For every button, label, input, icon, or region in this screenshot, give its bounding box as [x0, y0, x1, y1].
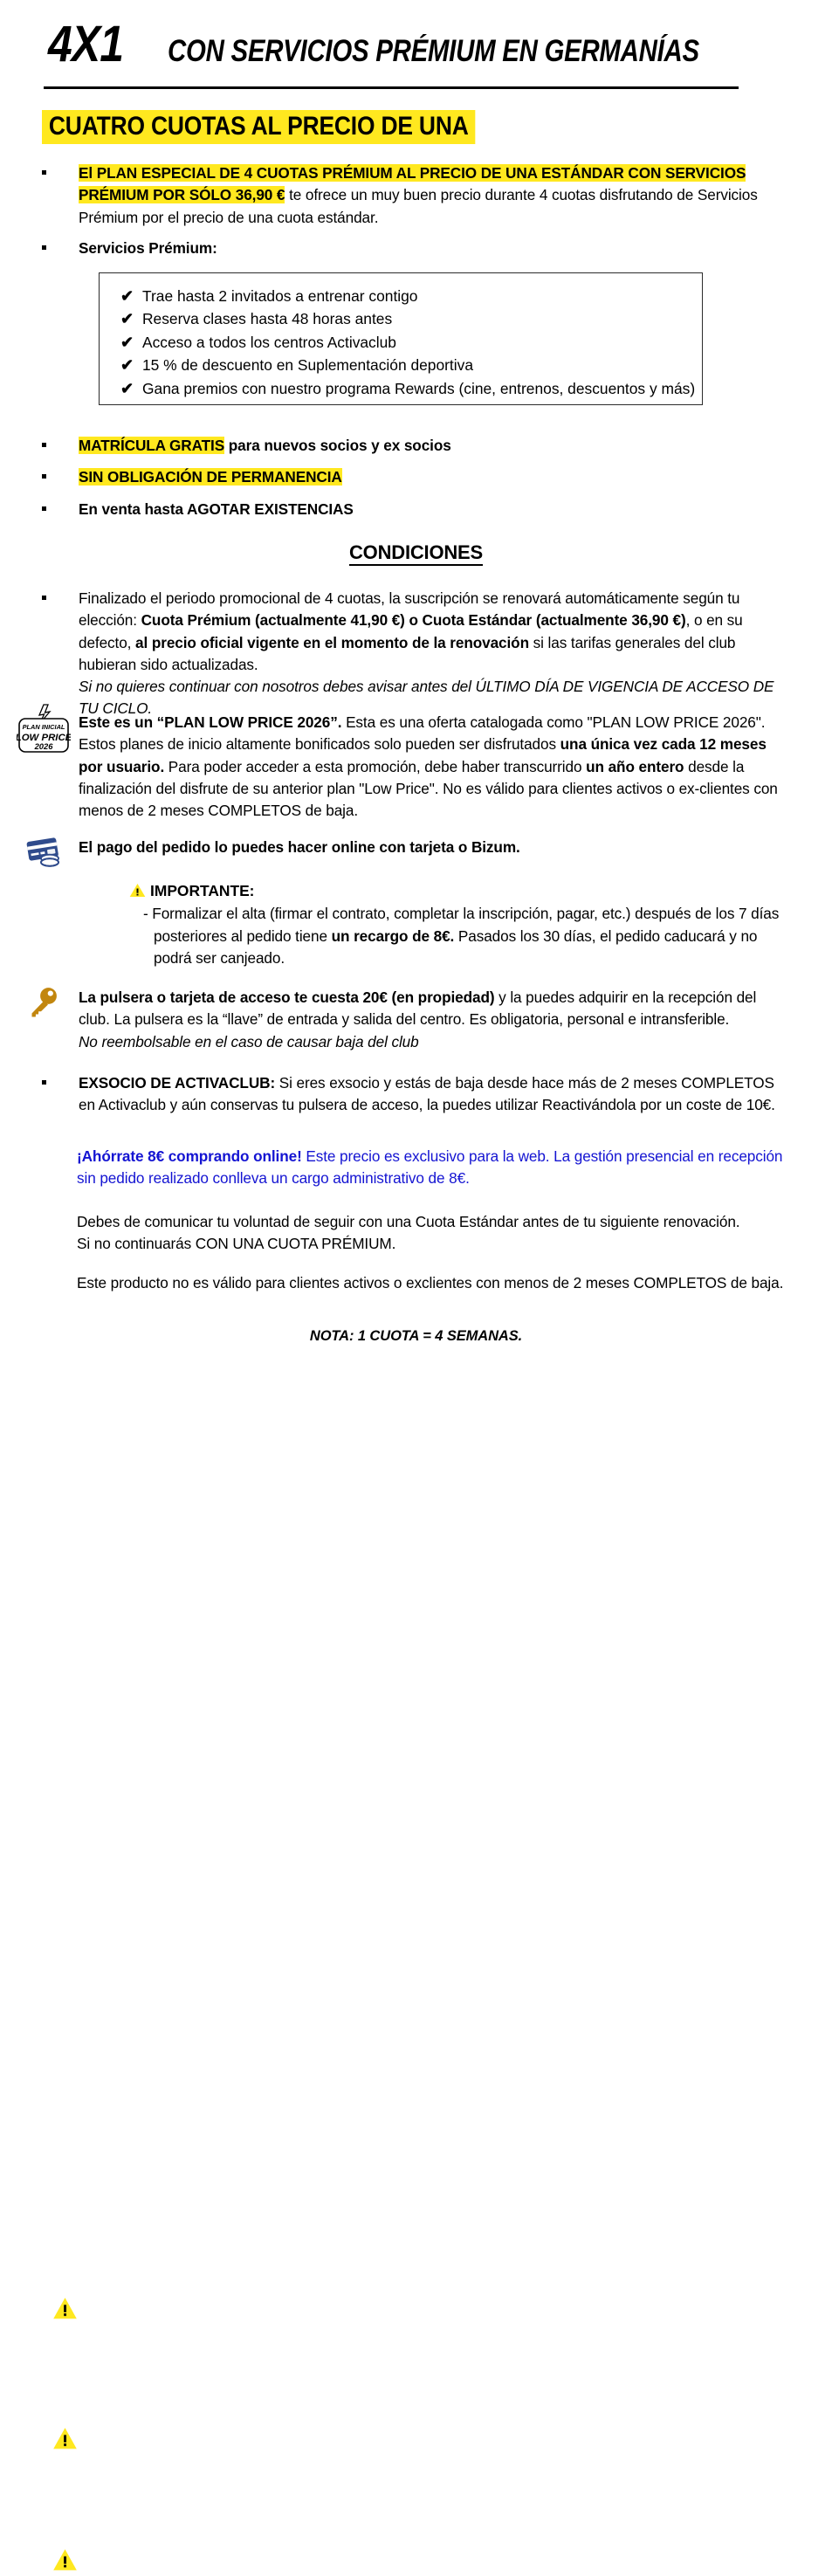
conditions-heading: [0, 541, 832, 564]
page-title-big: 4X1: [48, 16, 124, 72]
warning-block-online-discount: [26, 1146, 794, 1190]
subtitle-banner: CUATRO CUOTAS AL PRECIO DE UNA: [42, 110, 476, 144]
warning-triangle-icon: [52, 2548, 78, 2572]
lowprice-part1: Esta es una oferta catalogada como "PLAN LOW PRICE 2026". Estos planes de inicio altamente bonificados solo pueden ser disfrutados: [79, 713, 766, 754]
warning-online-rest: Este precio es exclusivo para la web. La gestión presencial en recepción sin pedido realizado conlleva un cargo administrativo de 8€.: [77, 1147, 783, 1188]
important-bold1: un recargo de 8€.: [331, 926, 455, 945]
svg-text:LOW PRICE: LOW PRICE: [17, 733, 71, 743]
condition-renewal-text: [42, 588, 793, 720]
offer-matricula-highlight: MATRÍCULA GRATIS: [79, 437, 225, 454]
premium-benefits-box: [99, 272, 703, 405]
bullet-marker: [42, 245, 46, 250]
exsocio-bold1: EXSOCIO DE ACTIVACLUB:: [79, 1074, 276, 1092]
important-part1: - Formalizar el alta (firmar el contrato, completar la inscripción, pagar, etc.) después de los 7 días posteriores al pedido tiene: [143, 905, 780, 945]
warning-block-eligibility: [26, 1272, 794, 1294]
benefit-item: [120, 308, 702, 331]
subtitle-wrapper: [42, 110, 534, 144]
benefit-item: [120, 378, 702, 401]
offer-matricula-rest: para nuevos socios y ex socios: [224, 437, 451, 454]
important-body: [129, 903, 793, 969]
bullet-marker: [42, 443, 46, 447]
header-title-line: [42, 16, 793, 72]
intro-bullet-1-highlight: El PLAN ESPECIAL DE 4 CUOTAS PRÉMIUM AL PRECIO DE UNA ESTÁNDAR CON SERVICIOS PRÉMIUM POR SÓLO 36,90 €: [79, 164, 746, 204]
offer-bullet-existencias: [42, 499, 775, 520]
bullet-marker: [42, 596, 46, 600]
offer-matricula-text: [42, 435, 775, 457]
check-icon: ✔: [120, 379, 134, 397]
warning-standard-text: [26, 1211, 794, 1256]
conditions-heading-label: CONDICIONES: [349, 541, 483, 566]
bullet-marker: [42, 170, 46, 175]
offer-bullet-permanencia: [42, 466, 775, 488]
warning-triangle-icon: [52, 2427, 78, 2450]
condition-bracelet: [79, 987, 787, 1053]
intro-bullet-2-text: Servicios Prémium:: [79, 239, 217, 257]
benefit-label: Reserva clases hasta 48 horas antes: [142, 310, 393, 328]
bracelet-italic-note: No reembolsable en el caso de causar baja del club: [79, 1032, 419, 1050]
condition-low-price: [79, 712, 786, 822]
warning-online-text: [26, 1146, 794, 1190]
bullet-marker: [42, 474, 46, 479]
offer-bullet-matricula: [42, 435, 775, 457]
svg-text:PLAN INICIAL: PLAN INICIAL: [22, 723, 65, 731]
offer-permanencia-text: [42, 466, 775, 488]
bracelet-bold1: La pulsera o tarjeta de acceso te cuesta 20€ (en propiedad): [79, 988, 495, 1006]
important-heading-label: IMPORTANTE:: [150, 882, 255, 899]
intro-bullet-1-rest: te ofrece un muy buen precio durante 4 cuotas disfrutando de Servicios Prémium por el precio de una cuota estándar.: [79, 186, 758, 226]
key-icon: [27, 985, 58, 1020]
lowprice-bold2: una única vez cada 12 meses por usuario.: [79, 735, 767, 775]
intro-bullet-1-text: [42, 162, 775, 229]
benefit-item: [120, 355, 702, 377]
intro-bullet-2: [42, 238, 775, 259]
condition-payment: [79, 837, 786, 858]
bullet-marker: [42, 1080, 46, 1085]
important-part2: Pasados los 30 días, el pedido caducará y no podrá ser canjeado.: [154, 926, 758, 967]
intro-bullet-1: [42, 162, 775, 229]
renewal-part2: , o en su defecto,: [79, 611, 743, 651]
important-body-text: [143, 903, 793, 969]
benefit-label: Trae hasta 2 invitados a entrenar contigo: [142, 287, 418, 305]
low-price-badge-icon: [17, 704, 71, 754]
warning-block-standard-notice: [26, 1211, 794, 1256]
renewal-part3: si las tarifas generales del club hubieran sido actualizadas.: [79, 633, 736, 673]
renewal-bold2: al precio oficial vigente en el momento de la renovación: [135, 633, 529, 651]
check-icon: ✔: [120, 310, 134, 328]
offer-permanencia-highlight: SIN OBLIGACIÓN DE PERMANENCIA: [79, 468, 342, 486]
lowprice-part2: Para poder acceder a esta promoción, debe haber transcurrido: [164, 757, 587, 775]
bracelet-part1: y la puedes adquirir en la recepción del club. La pulsera es la “llave” de entrada y salida del centro. Es obligatoria, personal e intransferible.: [79, 988, 757, 1029]
bullet-marker: [42, 506, 46, 511]
benefit-label: 15 % de descuento en Suplementación deportiva: [142, 356, 473, 375]
benefit-item: [120, 332, 702, 355]
condition-exsocio-text: [42, 1072, 793, 1117]
warning-triangle-icon: [52, 2297, 78, 2320]
warning-standard-line1: Debes de comunicar tu voluntad de seguir con una Cuota Estándar antes de tu siguiente renovación.: [77, 1213, 740, 1230]
condition-exsocio: [42, 1072, 793, 1117]
benefit-label: Acceso a todos los centros Activaclub: [142, 333, 396, 351]
page-header: [42, 16, 793, 72]
offer-existencias-text: En venta hasta AGOTAR EXISTENCIAS: [79, 500, 354, 518]
lowprice-bold1: Este es un “PLAN LOW PRICE 2026”.: [79, 713, 342, 731]
renewal-italic-note: Si no quieres continuar con nosotros debes avisar antes del ÚLTIMO DÍA DE VIGENCIA DE ACCESO DE TU CICLO.: [79, 678, 774, 718]
lowprice-part3: desde la finalización del disfrute de su anterior plan "Low Price". No es válido para clientes activos o ex-clientes con menos de 2 meses COMPLETOS de baja.: [79, 757, 778, 820]
warning-triangle-icon: [129, 882, 146, 897]
page-title-rest: CON SERVICIOS PRÉMIUM EN GERMANÍAS: [168, 34, 700, 68]
condition-renewal: [42, 588, 793, 720]
renewal-bold1: Cuota Prémium (actualmente 41,90 €) o Cuota Estándar (actualmente 36,90 €): [141, 611, 686, 630]
check-icon: ✔: [120, 333, 134, 351]
svg-text:2026: 2026: [34, 741, 53, 751]
condition-payment-text: El pago del pedido lo puedes hacer online con tarjeta o Bizum.: [79, 838, 520, 856]
warning-standard-line2: Si no continuarás CON UNA CUOTA PRÉMIUM.: [77, 1235, 396, 1253]
header-divider: [44, 86, 739, 89]
lowprice-bold3: un año entero: [586, 757, 684, 775]
condition-bracelet-text: [79, 987, 787, 1053]
footer-note: NOTA: 1 CUOTA = 4 SEMANAS.: [309, 1328, 523, 1344]
exsocio-part1: Si eres exsocio y estás de baja desde hace más de 2 meses COMPLETOS en Activaclub y aún conservas tu pulsera de acceso, la puedes utilizar Reactivándola por un coste de 10€.: [79, 1074, 775, 1114]
warning-eligibility-text: Este producto no es válido para clientes activos o exclientes con menos de 2 meses COMPLETOS de baja.: [77, 1274, 784, 1291]
check-icon: ✔: [120, 356, 134, 375]
check-icon: ✔: [120, 287, 134, 305]
benefit-label: Gana premios con nuestro programa Rewards (cine, entrenos, descuentos y más): [142, 379, 696, 397]
renewal-part1: Finalizado el periodo promocional de 4 cuotas, la suscripción se renovará automáticamente según tu elección:: [79, 589, 740, 630]
condition-low-price-text: [79, 712, 786, 822]
important-heading-row: [129, 880, 793, 902]
benefit-item: [120, 286, 702, 308]
condition-important: [129, 880, 793, 969]
credit-card-coins-icon: [26, 837, 65, 868]
warning-online-bold: ¡Ahórrate 8€ comprando online!: [77, 1147, 302, 1165]
